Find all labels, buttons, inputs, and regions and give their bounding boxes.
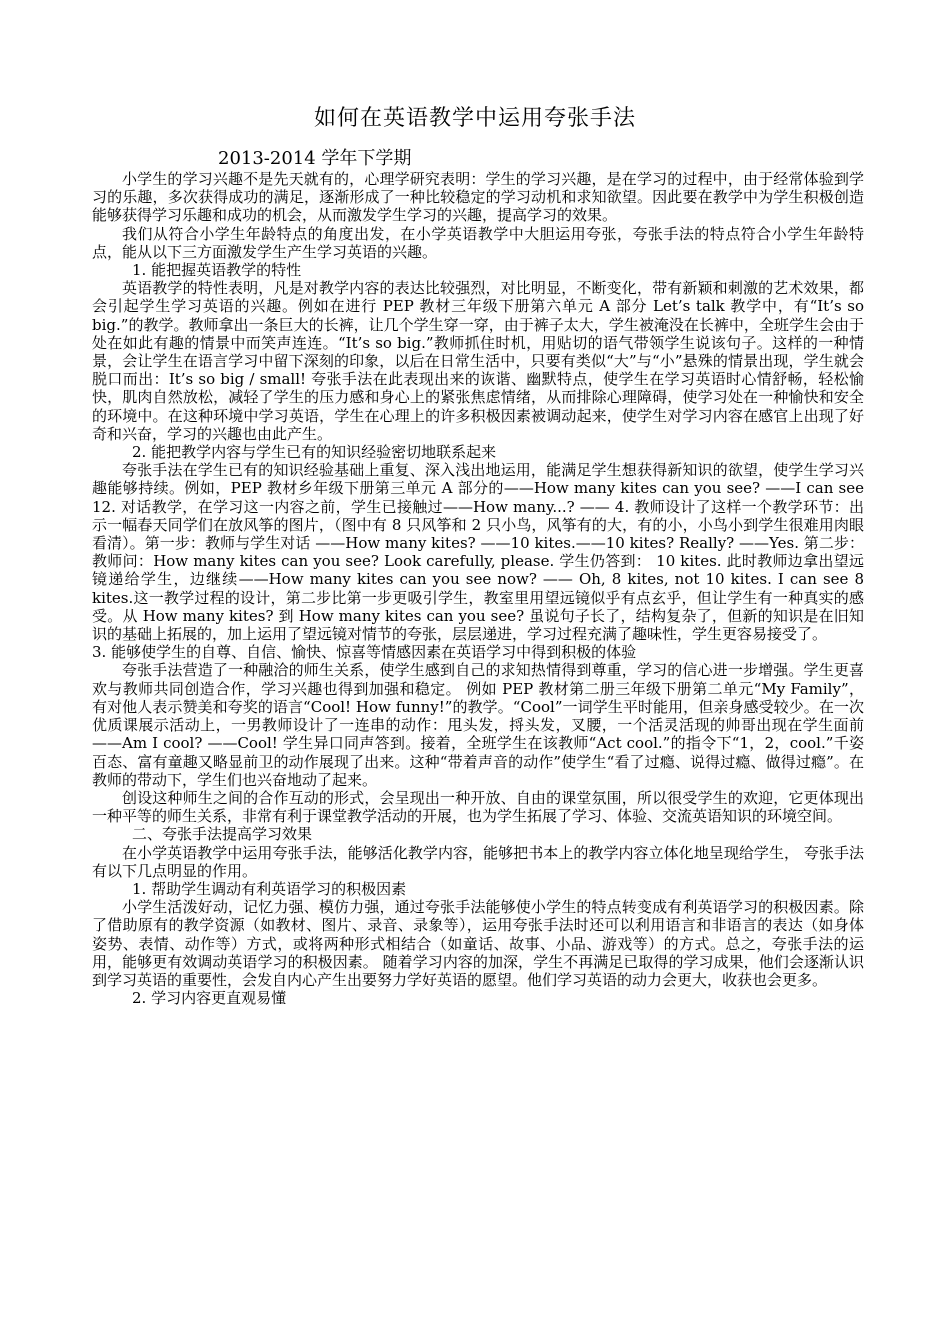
document-title: 如何在英语教学中运用夸张手法 (313, 106, 636, 131)
paragraph-section-2: 夸张手法在学生已有的知识经验基础上重复、深入浅出地运用，能满足学生想获得新知识的欲望，使学生学习兴趣能够持续。例如，PEP 教材乡年级下册第三单元 A 部分的——How many kites can you see? ——I can see 12. 对话教学，在学习这一内容之前，学生已接触过——How many...? —— 4. 教师设计了这样一个教学环节：出示一幅春天同学们在放风筝的图片，（图中有 8 只风筝和 2 只小鸟，风筝有的大，有的小，小鸟小到学生很难用肉眼看清）。第一步：教师与学生对话 ——How many kites? ——10 kites.——10 kites? Really? ——Yes. 第二步：教师问：How many kites can you see? Look carefully, please. 学生仍答到： 10 kites. 此时教师边拿出望远镜递给学生，边继续——How many kites can you see now? —— Oh, 8 kites, not 10 kites. I can see 8 kites.这一教学过程的设计，第二步比第一步更吸引学生，教室里用望远镜似乎有点玄乎，但让学生有一种真实的感受。从 How many kites? 到 How many kites can you see? 虽说句子长了，结构复杂了，但新的知识是在旧知识的基础上拓展的，加上运用了望远镜对情节的夸张，层层递进，学习过程充满了趣味性，学生更容易接受了。 (92, 461, 864, 644)
section-heading-1: 1. 能把握英语教学的特性 (132, 261, 302, 280)
subsection-heading-1: 1. 帮助学生调动有利英语学习的积极因素 (132, 879, 407, 898)
paragraph-section-3b: 创设这种师生之间的合作互动的形式，会呈现出一种开放、自由的课堂氛围，所以很受学生的欢迎，它更体现出一种平等的师生关系，非常有利于课堂教学活动的开展，也为学生拓展了学习、体验、交流英语知识的环境空间。 (92, 788, 864, 826)
paragraph-subsection-1: 小学生活泼好动，记忆力强、模仿力强，通过夸张手法能够使小学生的特点转变成有利英语学习的积极因素。除了借助原有的教学资源（如教材、图片、录音、录象等），运用夸张手法时还可以利用语言和非语言的表达（如身体姿势、表情、动作等）方式，或将两种形式相结合（如童话、故事、小品、游戏等）的方式。总之，夸张手法的运用，能够更有效调动英语学习的积极因素。 随着学习内容的加深，学生不再满足已取得的学习成果，他们会逐渐认识到学习英语的重要性，会发自内心产生出要努力学好英语的愿望。他们学习英语的动力会更大，收获也会更多。 (92, 898, 864, 989)
chapter-heading-2: 二、夸张手法提高学习效果 (132, 825, 313, 844)
document-subtitle: 2013-2014 学年下学期 (218, 148, 412, 169)
paragraph-section-3a: 夸张手法营造了一种融洽的师生关系，使学生感到自己的求知热情得到尊重，学习的信心进一步增强。学生更喜欢与教师共同创造合作，学习兴趣也得到加强和稳定。 例如 PEP 教材第二册三年级下册第二单元“My Family”， 有对他人表示赞美和夸奖的语言“Cool! How funny!”的教学。“Cool”一词学生平时能用，但亲身感受较少。在一次优质课展示活动上，一男教师设计了一连串的动作：甩头发，捋头发，叉腰，一个活灵活现的帅哥出现在学生面前——Am I cool? ——Cool! 学生异口同声答到。接着，全班学生在该教师“Act cool.”的指令下“1，2，cool.”千姿百态、富有童趣又略显前卫的动作展现了出来。这种“带着声音的动作”使学生“看了过瘾、说得过瘾、做得过瘾”。在教师的带动下，学生们也兴奋地动了起来。 (92, 661, 864, 789)
paragraph-intro-2: 我们从符合小学生年龄特点的角度出发，在小学英语教学中大胆运用夸张，夸张手法的特点符合小学生年龄特点，能从以下三方面激发学生产生学习英语的兴趣。 (92, 224, 864, 261)
paragraph-intro-1: 小学生的学习兴趣不是先天就有的，心理学研究表明：学生的学习兴趣，是在学习的过程中，由于经常体验到学习的乐趣，多次获得成功的满足，逐渐形成了一种比较稳定的学习动机和求知欲望。因此要在教学中为学生积极创造能够获得学习乐趣和成功的机会，从而激发学生学习的兴趣，提高学习的效果。 (92, 170, 864, 225)
subsection-heading-2: 2. 学习内容更直观易懂 (132, 989, 287, 1008)
paragraph-chapter-2-intro: 在小学英语教学中运用夸张手法，能够活化教学内容，能够把书本上的教学内容立体化地呈现给学生， 夸张手法有以下几点明显的作用。 (92, 843, 864, 880)
paragraph-section-1: 英语教学的特性表明，凡是对教学内容的表达比较强烈，对比明显，不断变化，带有新颖和刺激的艺术效果，都会引起学生学习英语的兴趣。例如在进行 PEP 教材三年级下册第六单元 A 部分 Let’s talk 教学中，有“It’s so big.”的教学。教师拿出一条巨大的长裤，让几个学生穿一穿，由于裤子太大，学生被淹没在长裤中，全班学生会由于处在如此有趣的情景中而笑声连连。“It’s so big.”教师抓住时机，用贴切的语气带领学生说该句子。这样的一种情景，会让学生在语言学习中留下深刻的印象，以后在日常生活中，只要有类似“大”与“小”悬殊的情景出现，学生就会脱口而出：It’s so big / small! 夸张手法在此表现出来的诙谐、幽默特点，使学生在学习英语时心情舒畅，轻松愉快，肌肉自然放松，减轻了学生的压力感和身心上的紧张焦虑情绪，从而排除心理障碍，使学习处在一种愉快和安全的环境中。在这种环境中学习英语，学生在心理上的许多积极因素被调动起来，使学生对学习内容在感官上出现了好奇和兴奋，学习的兴趣也由此产生。 (92, 279, 864, 443)
document-body (92, 170, 864, 1007)
section-heading-2: 2. 能把教学内容与学生已有的知识经验密切地联系起来 (132, 443, 497, 462)
section-heading-3: 3. 能够使学生的自尊、自信、愉快、惊喜等情感因素在英语学习中得到积极的体验 (92, 643, 637, 662)
